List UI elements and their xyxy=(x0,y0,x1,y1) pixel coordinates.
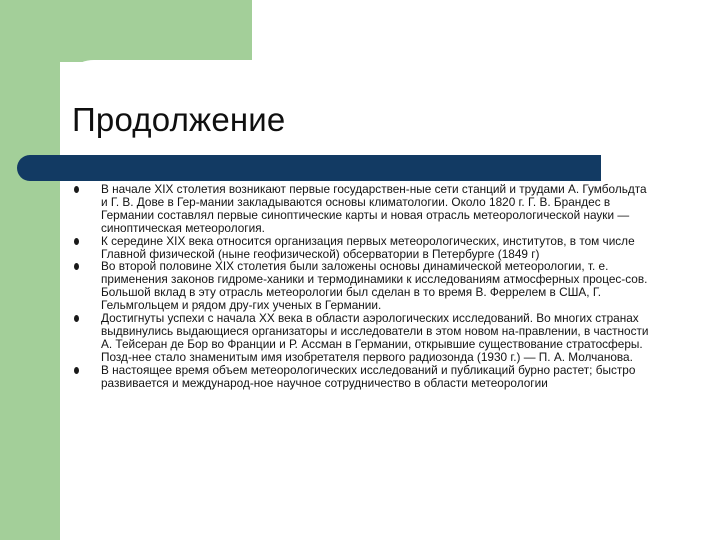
bullet-list xyxy=(72,183,652,390)
slide-title: Продолжение xyxy=(72,101,286,138)
bullet-dot-icon xyxy=(74,367,79,374)
bullet-item xyxy=(72,183,652,235)
bullet-text: В настоящее время объем метеорологических исследований и публикаций бурно растет; быстро развивается и международ-ное научное сотрудничество в области метеорологии xyxy=(101,362,636,390)
bullet-text: К середине XIX века относится организация первых метеорологических, институтов, в том числе Главной физической (ныне геофизической) обсерватории в Петербурге (1849 г) xyxy=(101,233,635,261)
bullet-item xyxy=(72,364,652,390)
bullet-dot-icon xyxy=(74,315,79,322)
bullet-text: В начале XIX столетия возникают первые государствен-ные сети станций и трудами А. Гумбольдта и Г. В. Дове в Гер-мании закладываются основы климатологии. Около 1820 г. Г. В. Брандес в Германии составлял первые синоптические карты и новая отрасль метеорологической науки — синоптическая метеорология. xyxy=(101,182,647,235)
bullet-item xyxy=(72,235,652,261)
bullet-item xyxy=(72,260,652,312)
title-underline-bar xyxy=(17,155,601,181)
decorative-green-left-strip xyxy=(0,0,60,540)
bullet-dot-icon xyxy=(74,186,79,193)
bullet-item xyxy=(72,312,652,364)
bullet-text: Достигнуты успехи с начала XX века в области аэрологических исследований. Во многих странах выдвинулись выдающиеся организаторы и исследователи в этом новом на-правлении, в частности А. Тейсеран де Бор во Франции и Р. Ассман в Германии, открывшие существование стратосферы. Позд-нее стало знаменитым имя изобретателя первого радиозонда (1930 г.) — П. А. Молчанова. xyxy=(101,311,649,364)
bullet-dot-icon xyxy=(74,238,79,245)
bullet-dot-icon xyxy=(74,263,79,270)
bullet-text: Во второй половине XIX столетия были заложены основы динамической метеорологии, т. е. применения законов гидроме-ханики и термодинамики к исследованиям атмосферных процес-сов. Большой вклад в эту отрасль метеорологии был сделан в то время В. Феррелем в США, Г. Гельмгольцем и рядом дру-гих ученых в Германии. xyxy=(101,259,648,313)
